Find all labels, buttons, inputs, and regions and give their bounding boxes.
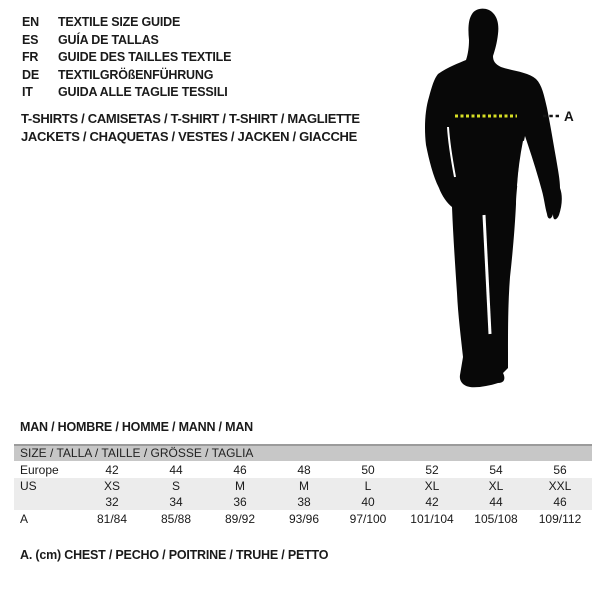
- language-title: GUIDE DES TAILLES TEXTILE: [58, 50, 232, 64]
- size-cell: 42: [425, 495, 439, 509]
- size-table-header: SIZE / TALLA / TAILLE / GRÖSSE / TAGLIA: [14, 444, 592, 461]
- language-row: [22, 67, 231, 85]
- size-cell: 52: [425, 462, 439, 477]
- size-cell: 44: [489, 495, 503, 509]
- size-cell: 48: [297, 462, 311, 477]
- table-row-chest: [14, 510, 592, 527]
- language-code: ES: [22, 32, 39, 47]
- size-cell: XXL: [548, 479, 572, 493]
- language-row: [22, 14, 231, 32]
- category-line-jackets: JACKETS / CHAQUETAS / VESTES / JACKEN / GIACCHE: [21, 128, 357, 144]
- size-cell: 85/88: [160, 511, 192, 526]
- row-label: A: [20, 511, 29, 526]
- size-cell: 105/108: [474, 511, 518, 526]
- language-row: [22, 49, 231, 67]
- size-cell: 32: [105, 495, 119, 509]
- size-cell: L: [364, 479, 372, 493]
- size-cell: 89/92: [224, 511, 256, 526]
- size-cell: 46: [553, 495, 567, 509]
- language-code: IT: [22, 85, 33, 99]
- size-cell: XS: [103, 479, 120, 493]
- size-cell: 109/112: [538, 511, 582, 526]
- size-cell: 34: [169, 495, 183, 509]
- language-code: EN: [22, 15, 39, 29]
- category-line-tshirts: T-SHIRTS / CAMISETAS / T-SHIRT / T-SHIRT / MAGLIETTE: [21, 111, 360, 126]
- man-silhouette: [425, 9, 562, 388]
- category-lines: [21, 110, 360, 145]
- size-cell: 50: [361, 462, 375, 477]
- size-cell: 101/104: [410, 511, 454, 526]
- table-row-us-numeric: [14, 494, 592, 510]
- section-title-man: MAN / HOMBRE / HOMME / MANN / MAN: [20, 420, 253, 434]
- size-cell: 81/84: [96, 511, 128, 526]
- size-cell: 40: [361, 495, 375, 509]
- row-label: US: [20, 479, 37, 493]
- table-row-europe: [14, 461, 592, 478]
- size-cell: 54: [489, 462, 503, 477]
- size-cell: 42: [105, 462, 119, 477]
- size-cell: 93/96: [288, 511, 320, 526]
- size-cell: 56: [553, 462, 567, 477]
- language-code: DE: [22, 67, 39, 82]
- size-cell: S: [171, 479, 180, 493]
- size-cell: 97/100: [349, 511, 387, 526]
- language-row: [22, 84, 231, 102]
- size-table: [14, 444, 592, 527]
- language-row: [22, 32, 231, 50]
- measure-label-a: A: [564, 109, 574, 124]
- language-title-list: [22, 14, 231, 102]
- language-title: GUIDA ALLE TAGLIE TESSILI: [58, 85, 228, 99]
- size-cell: M: [299, 479, 309, 493]
- size-cell: 38: [297, 495, 311, 509]
- measurement-footnote: A. (cm) CHEST / PECHO / POITRINE / TRUHE / PETTO: [20, 548, 329, 562]
- size-cell: 36: [233, 495, 247, 509]
- size-cell: 44: [169, 462, 183, 477]
- language-title: GUÍA DE TALLAS: [58, 32, 159, 47]
- language-code: FR: [22, 50, 39, 64]
- language-title: TEXTILGRÖßENFÜHRUNG: [58, 67, 214, 82]
- row-label: Europe: [20, 462, 59, 477]
- size-cell: XL: [424, 479, 440, 493]
- table-row-us: [14, 478, 592, 494]
- man-silhouette-figure: [392, 0, 582, 395]
- size-cell: M: [235, 479, 245, 493]
- language-title: TEXTILE SIZE GUIDE: [58, 15, 181, 29]
- size-cell: 46: [233, 462, 247, 477]
- size-cell: XL: [488, 479, 504, 493]
